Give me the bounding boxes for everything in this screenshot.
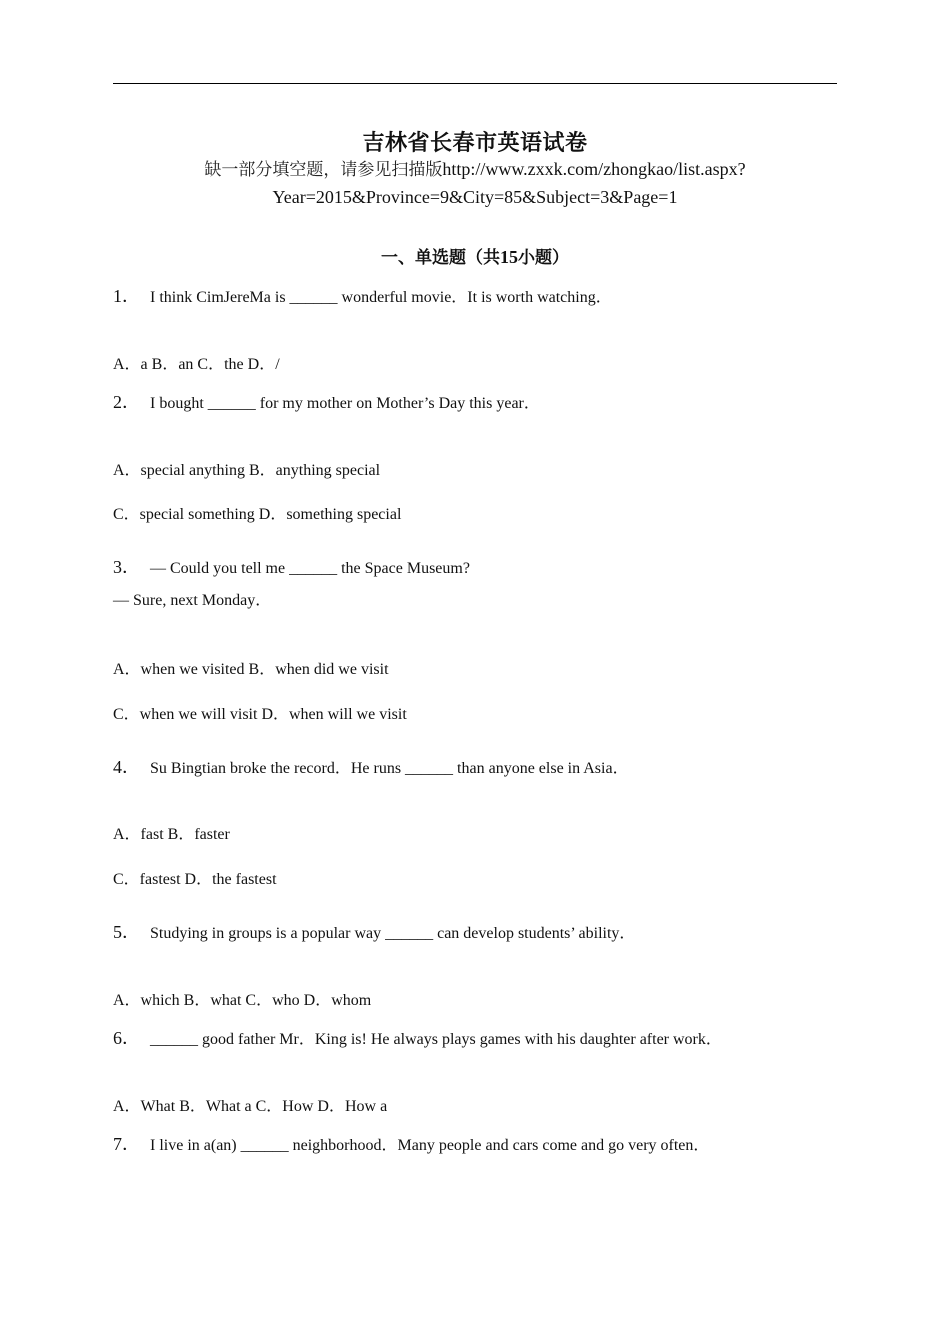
question-1-options-row-1: A．a B．an C．the D．/ [113, 356, 280, 373]
question-number: 4． [113, 757, 140, 777]
question-7 [113, 1130, 709, 1156]
question-2 [113, 388, 540, 414]
question-3-options-row-1: A．when we visited B．when did we visit [113, 661, 389, 678]
page-title: 吉林省长春市英语试卷 [362, 131, 588, 156]
subtitle-line-1 [0, 155, 950, 184]
question-3-dialogue-reply: — Sure, next Monday． [113, 592, 272, 609]
question-5 [113, 918, 635, 944]
question-text: I think CimJereMa is ______ wonderful movie．It is worth watching． [150, 289, 612, 306]
subtitle-line-2 [0, 183, 950, 211]
question-3-options-row-2: C．when we will visit D．when will we visit [113, 706, 407, 723]
question-1 [113, 282, 612, 308]
question-number: 6． [113, 1028, 140, 1048]
question-text: ______ good father Mr．King is! He always plays games with his daughter after work． [150, 1031, 722, 1048]
section-heading [0, 243, 950, 268]
question-number: 5． [113, 922, 140, 942]
question-5-options-row-1: A．which B．what C．who D．whom [113, 992, 372, 1009]
subtitle-url-part-2[interactable]: Year=2015&Province=9&City=85&Subject=3&Page=1 [272, 187, 678, 207]
question-3 [113, 553, 470, 579]
subtitle-url-part-1[interactable]: http://www.zxxk.com/zhongkao/list.aspx? [442, 159, 746, 179]
section-prefix: 一、单选题（共 [381, 248, 500, 268]
subtitle-note: 缺一部分填空题，请参见扫描版 [204, 160, 443, 180]
question-number: 3． [113, 557, 140, 577]
question-4 [113, 753, 629, 779]
question-text: I live in a(an) ______ neighborhood．Many people and cars come and go very often． [150, 1137, 710, 1154]
question-number: 1． [113, 286, 140, 306]
question-text: Studying in groups is a popular way ______ can develop students’ ability． [150, 925, 636, 942]
question-2-options-row-1: A．special anything B．anything special [113, 462, 381, 479]
section-suffix: 小题） [518, 248, 569, 268]
question-text: Su Bingtian broke the record．He runs ______ than anyone else in Asia． [150, 760, 629, 777]
question-6 [113, 1024, 722, 1050]
question-number: 7． [113, 1134, 140, 1154]
section-count: 15 [500, 247, 518, 267]
header-rule [113, 83, 837, 84]
question-number: 2． [113, 392, 140, 412]
question-6-options-row-1: A．What B．What a C．How D．How a [113, 1098, 388, 1115]
question-2-options-row-2: C．special something D．something special [113, 506, 402, 523]
question-4-options-row-1: A．fast B．faster [113, 826, 230, 843]
question-4-options-row-2: C．fastest D．the fastest [113, 871, 277, 888]
question-text: — Could you tell me ______ the Space Museum? [150, 560, 470, 577]
question-text: I bought ______ for my mother on Mother’s Day this year． [150, 395, 540, 412]
